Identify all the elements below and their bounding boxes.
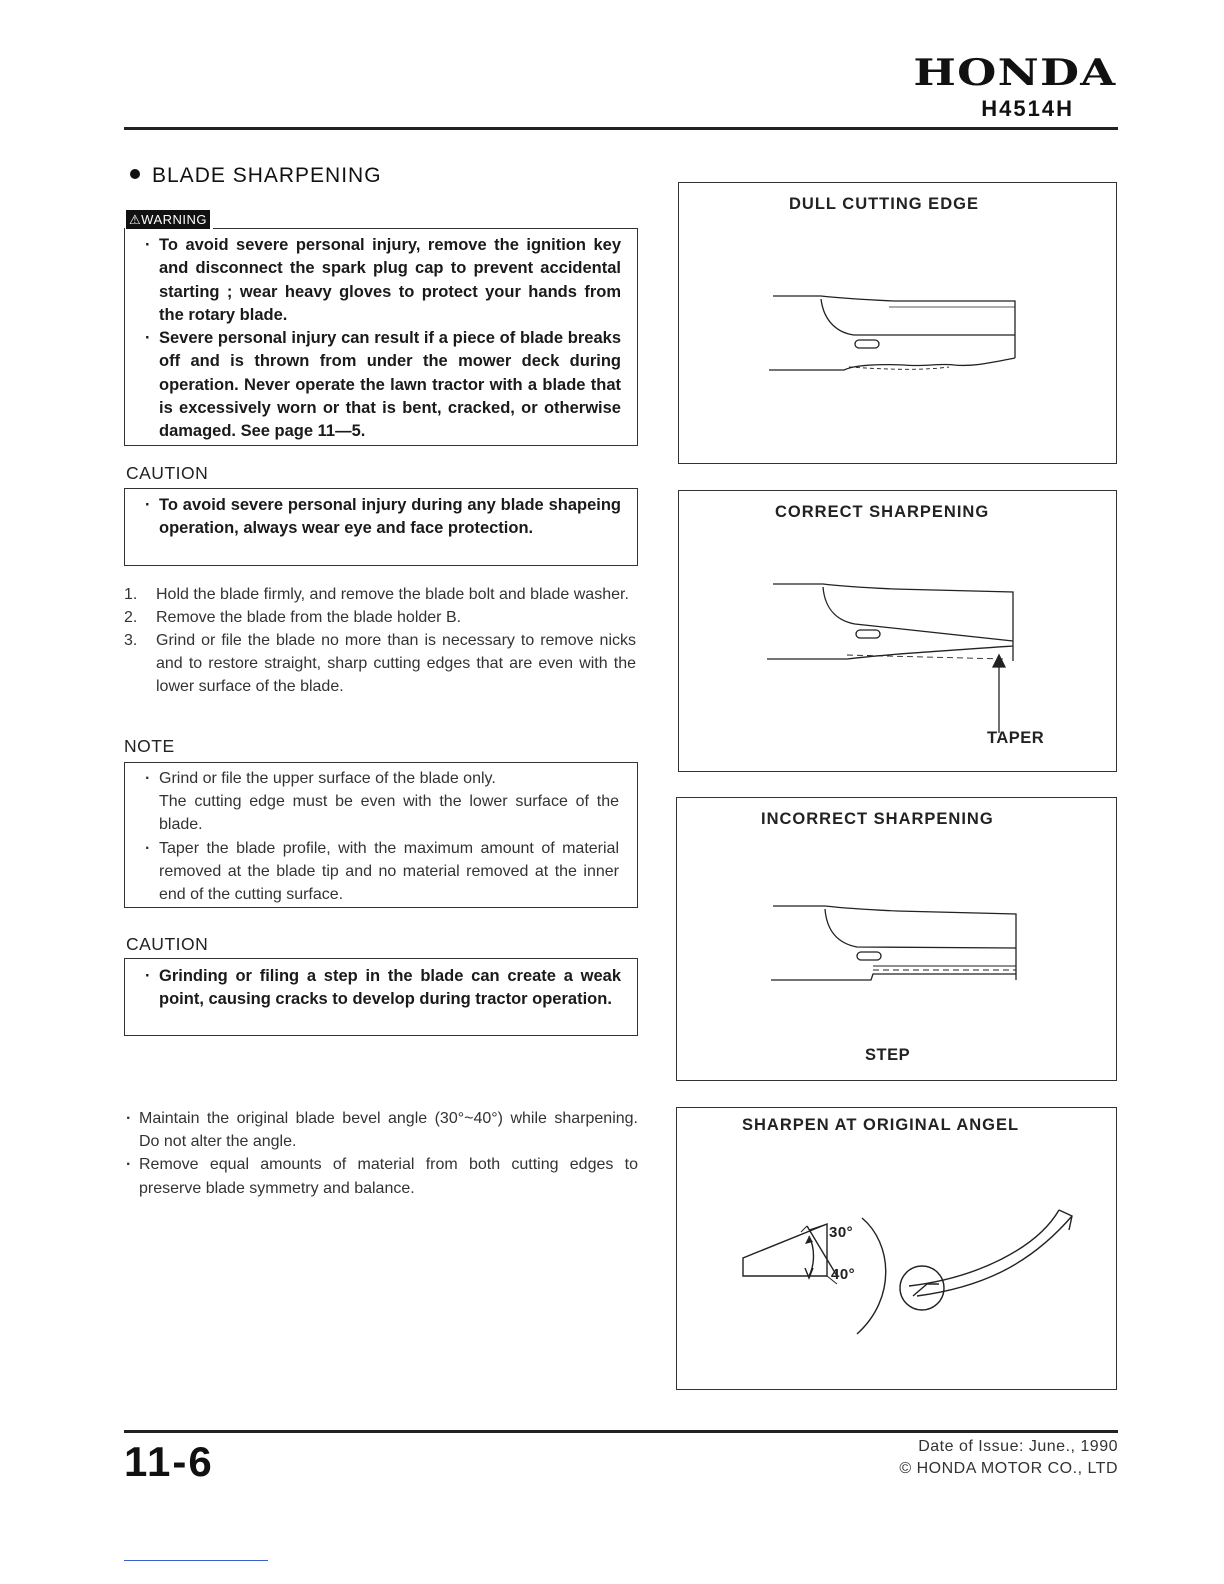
caution-item: · To avoid severe personal injury during any blade shapeing operation, always wear eye and face protection. [125,494,637,541]
copyright: © HONDA MOTOR CO., LTD [899,1460,1118,1477]
note-item: · Grind or file the upper surface of the blade only. [125,767,637,790]
header-divider [124,127,1118,130]
footer-link-line [124,1560,268,1561]
caution-box [124,958,638,1036]
page-number: 11-6 [124,1438,214,1485]
footer-divider [124,1430,1118,1433]
tip-item: · Remove equal amounts of material from both cutting edges to preserve blade symmetry and balance. [124,1153,638,1199]
step-number: 2. [124,609,138,626]
taper-callout: TAPER [987,729,1045,747]
caution-label: CAUTION [126,934,209,954]
step-item [124,583,636,606]
issue-date: Date of Issue: June., 1990 [918,1438,1118,1455]
note-item-continued: The cutting edge must be even with the lower surface of the blade. [159,793,619,834]
blade-dull-illustration [679,183,1118,465]
issue-info [899,1436,1118,1480]
warning-badge: ⚠WARNING [126,210,210,229]
angle-max-label: 40° [831,1266,856,1283]
step-number: 3. [124,632,138,649]
figure-incorrect-sharpening [676,797,1117,1081]
model-number: H4514H [981,96,1074,121]
note-box [124,762,638,908]
warning-box [124,228,638,446]
note-item: · Taper the blade profile, with the maximum amount of material removed at the blade tip and no material removed at the inner end of the cutting surface. [125,837,637,907]
step-text: Hold the blade firmly, and remove the blade bolt and blade washer. [156,586,629,603]
figure-title: DULL CUTTING EDGE [789,195,979,213]
caution-item: · Grinding or filing a step in the blade can create a weak point, causing cracks to develop during tractor operation. [125,965,637,1012]
step-text: Remove the blade from the blade holder B. [156,609,462,626]
step-item [124,629,636,698]
figure-correct-sharpening [678,490,1117,772]
section-title [130,164,382,188]
step-text: Grind or file the blade no more than is necessary to remove nicks and to restore straight, sharp cutting edges that are even with the lower surface of the blade. [156,632,636,695]
step-callout: STEP [865,1046,911,1064]
step-number: 1. [124,586,138,603]
figure-title: INCORRECT SHARPENING [761,810,994,828]
caution-box [124,488,638,566]
step-item [124,606,636,629]
blade-step-illustration [677,798,1118,1082]
angle-illustration [677,1108,1118,1391]
figure-title: CORRECT SHARPENING [775,503,990,521]
steps-list [124,583,636,698]
blade-taper-illustration [679,491,1118,773]
figure-sharpen-angle [676,1107,1117,1390]
warning-item: · To avoid severe personal injury, remove the ignition key and disconnect the spark plug cap to prevent accidental starting ; wear heavy gloves to protect your hands from the rotary blade. [125,234,637,327]
angle-min-label: 30° [829,1224,854,1241]
caution-label: CAUTION [126,463,209,483]
bullet-icon [130,169,140,179]
tips-list [124,1107,638,1200]
figure-dull-cutting-edge [678,182,1117,464]
warning-item: · Severe personal injury can result if a piece of blade breaks off and is thrown from under the mower deck during operation. Never operate the lawn tractor with a blade that is excessively worn or that is bent, cracked, or otherwise damaged. See page 11—5. [125,327,637,443]
tip-item: · Maintain the original blade bevel angle (30°~40°) while sharpening. Do not alter the angle. [124,1107,638,1153]
note-label: NOTE [124,736,175,756]
section-title-text: BLADE SHARPENING [152,164,382,187]
figure-title: SHARPEN AT ORIGINAL ANGEL [742,1116,1020,1134]
brand-logo: HONDA [912,52,1116,94]
